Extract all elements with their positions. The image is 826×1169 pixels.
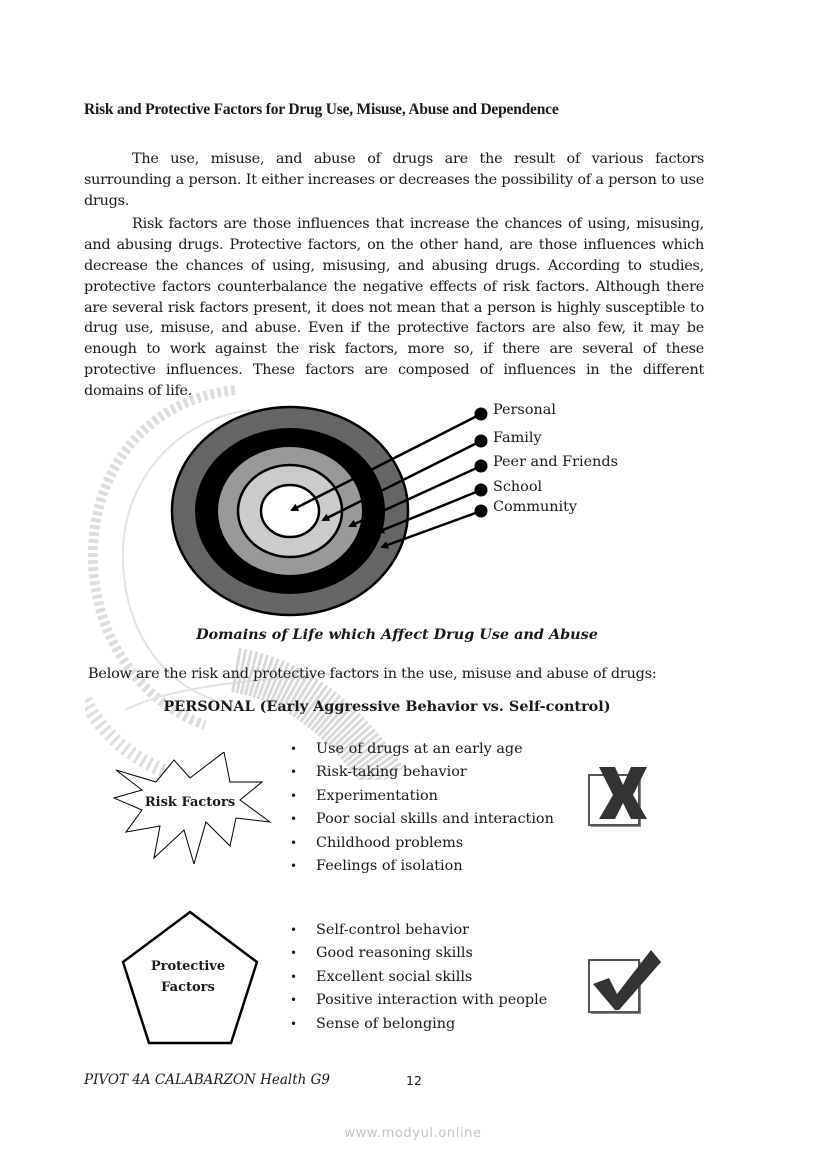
legend-dot-personal	[475, 408, 488, 421]
list-item: • Positive interaction with people	[290, 992, 548, 1009]
list-item: • Self-control behavior	[290, 922, 469, 938]
list-item: • Poor social skills and interaction	[290, 811, 554, 828]
risk-factors-list	[290, 738, 554, 878]
factors-intro: Below are the risk and protective factors in the use, misuse and abuse of drugs:	[88, 666, 657, 682]
legend-personal: Personal	[493, 402, 556, 418]
list-item: • Use of drugs at an early age	[290, 741, 523, 757]
legend-community: Community	[493, 499, 578, 515]
x-box-icon	[585, 763, 651, 831]
section-heading: Risk and Protective Factors for Drug Use, Misuse, Abuse and Dependence	[84, 101, 559, 118]
legend-peer-and-friends: Peer and Friends	[493, 454, 619, 470]
legend-dot-school	[475, 484, 488, 497]
legend-family: Family	[493, 430, 542, 446]
ring-personal	[261, 485, 319, 537]
protective-factors-list	[290, 919, 547, 1036]
risk-factors-label: Risk Factors	[144, 795, 236, 810]
list-item: • Excellent social skills	[290, 968, 473, 985]
legend-school: School	[493, 479, 543, 495]
list-item: • Childhood problems	[290, 834, 464, 851]
definition-paragraph: Risk factors are those influences that increase the chances of using, misusing, and abusing drugs. Protective factors, on the other hand, are those influences which decrease the chances of using, misusing, and abusing drugs. According to studies, protective factors counterbalance the negative effects of risk factors. Although there are several risk factors present, it does not mean that a person is highly susceptible to drug use, misuse, and abuse. Even if the protective factors are also few, it may be enough to work against the risk factors, more so, if there are several of these protective influences. These factors are composed of influences in the different domains of life.	[84, 216, 704, 399]
list-item: • Good reasoning skills	[290, 945, 473, 962]
protective-factors-label: Protective Factors	[150, 959, 226, 995]
personal-section-title: PERSONAL (Early Aggressive Behavior vs. Self-control)	[163, 698, 611, 715]
legend-dot-community	[475, 505, 488, 518]
list-item: • Risk-taking behavior	[290, 764, 467, 781]
diagram-caption: Domains of Life which Affect Drug Use and Abuse	[196, 626, 598, 643]
legend-dot-family	[475, 435, 488, 448]
list-item: • Feelings of isolation	[290, 857, 463, 874]
check-box-icon	[585, 948, 665, 1018]
intro-paragraph: The use, misuse, and abuse of drugs are the result of various factors surrounding a person. It either increases or decreases the possibility of a person to use drugs.	[84, 151, 704, 209]
list-item: • Sense of belonging	[290, 1015, 456, 1032]
website-watermark: www.modyul.online	[344, 1126, 482, 1141]
list-item: • Experimentation	[290, 787, 438, 804]
page-number: 12	[406, 1073, 422, 1088]
legend-dot-peer-and-friends	[475, 460, 488, 473]
footer-title: PIVOT 4A CALABARZON Health G9	[84, 1072, 331, 1088]
